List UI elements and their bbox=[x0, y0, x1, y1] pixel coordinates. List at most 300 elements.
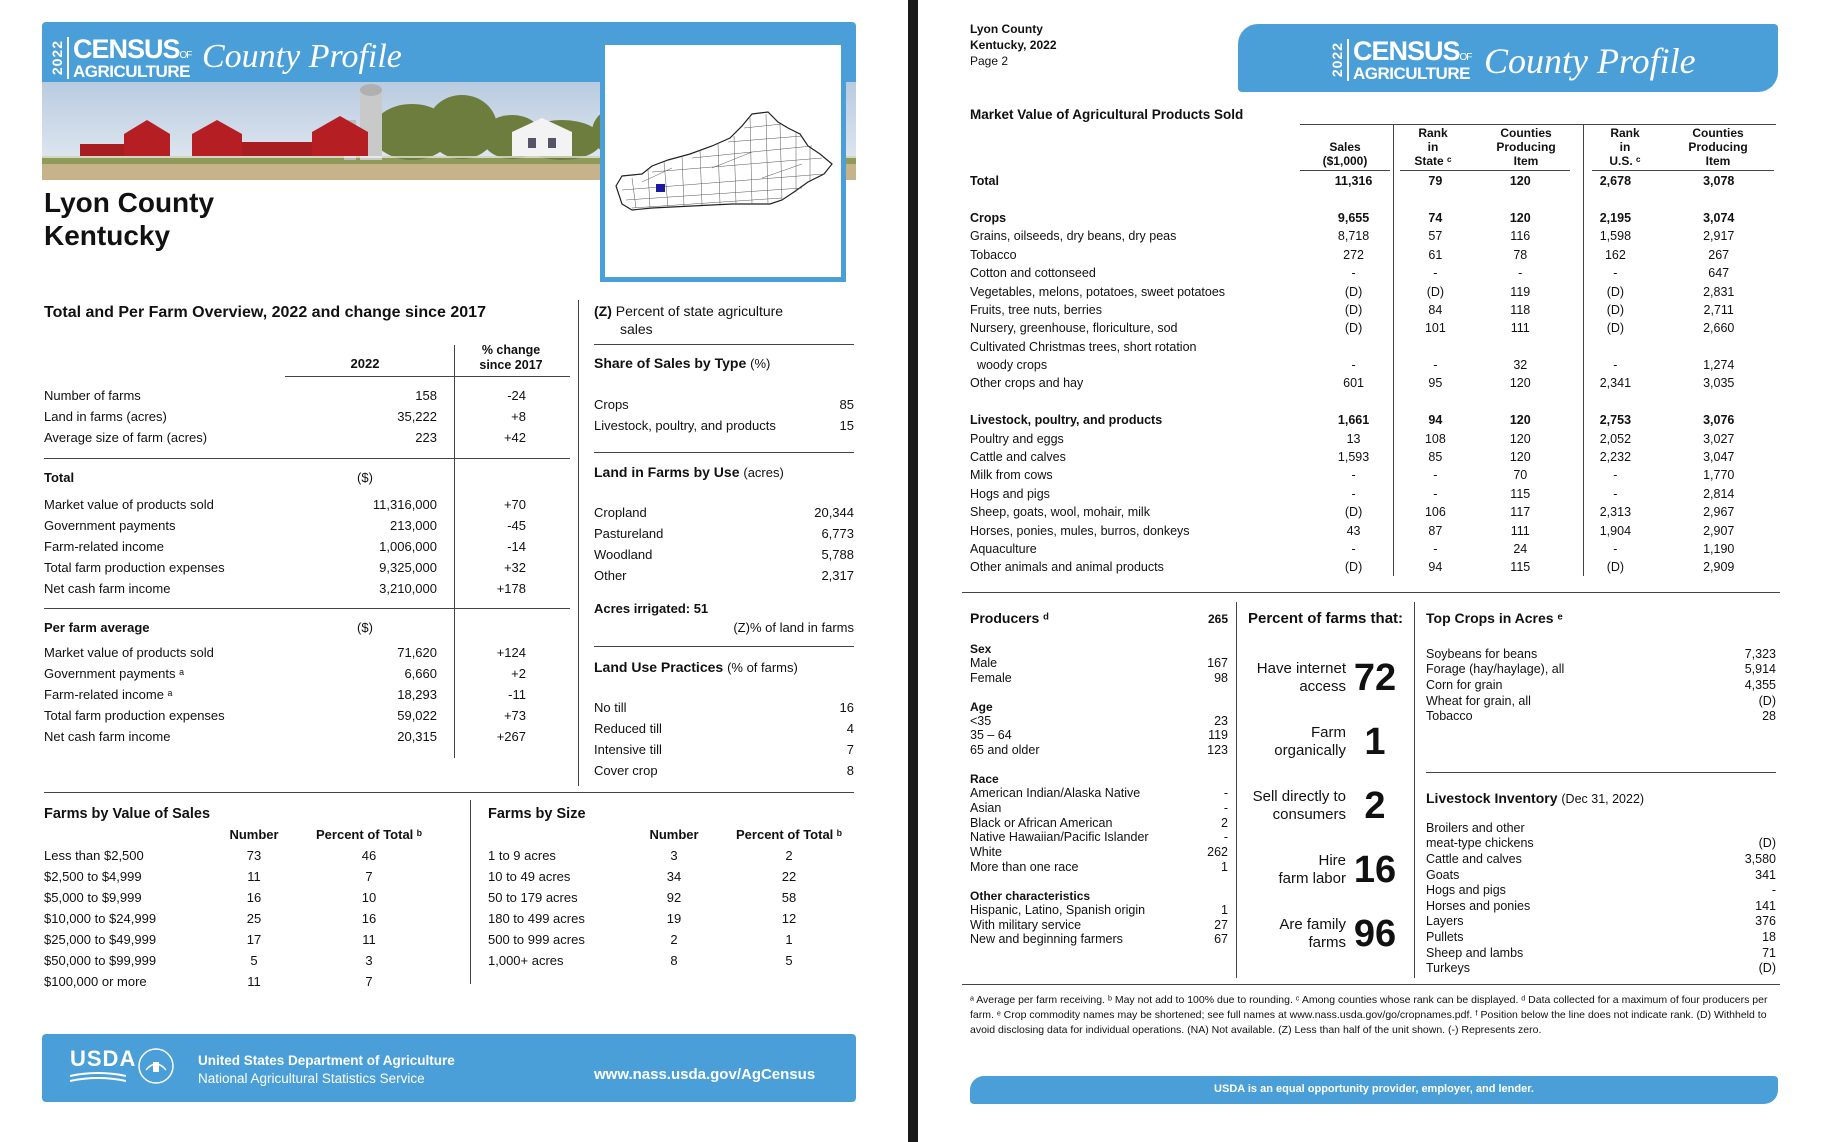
row-label: Total farm production expenses bbox=[44, 708, 225, 723]
row-change: +124 bbox=[496, 645, 526, 660]
item-label: Wheat for grain, all bbox=[1426, 693, 1531, 708]
share-title: Share of Sales by Type (%) bbox=[594, 355, 771, 371]
table-row bbox=[970, 558, 1776, 576]
row-rank-state: 106 bbox=[1424, 505, 1446, 520]
header-line: State ᶜ bbox=[1414, 154, 1452, 168]
item-value: 4 bbox=[846, 721, 854, 736]
list-item bbox=[1426, 693, 1776, 709]
row-counties-us: 2,711 bbox=[1703, 302, 1734, 317]
list-item bbox=[1426, 960, 1776, 976]
row-sales: 43 bbox=[1346, 523, 1361, 538]
producer-label: <35 bbox=[970, 713, 992, 728]
row-percent: 46 bbox=[361, 848, 377, 863]
table-row bbox=[970, 301, 1776, 319]
row-counties-state: - bbox=[1518, 266, 1523, 281]
producer-value: 123 bbox=[1207, 743, 1228, 758]
item-value: 20,344 bbox=[814, 505, 854, 520]
table-row bbox=[44, 845, 434, 866]
row-rank-state: 85 bbox=[1428, 450, 1443, 465]
header-line: in bbox=[1427, 140, 1439, 154]
row-value: 35,222 bbox=[397, 409, 437, 424]
row-number: 17 bbox=[246, 932, 262, 947]
row-label bbox=[970, 393, 1308, 411]
row-rank-state: 61 bbox=[1428, 247, 1443, 262]
item-label: Cattle and calves bbox=[1426, 851, 1522, 866]
table-row bbox=[488, 908, 854, 929]
row-rank-us: - bbox=[1613, 266, 1618, 281]
row-label: 1,000+ acres bbox=[488, 953, 564, 968]
livestock-list bbox=[1426, 820, 1776, 976]
list-item bbox=[1426, 646, 1776, 662]
item-value bbox=[1697, 820, 1776, 836]
row-label: Market value of products sold bbox=[44, 497, 214, 512]
row-rank-us: 2,341 bbox=[1599, 376, 1632, 391]
row-sales: 8,718 bbox=[1337, 229, 1370, 244]
table-row bbox=[44, 908, 434, 929]
row-number: 16 bbox=[246, 890, 262, 905]
producer-label: More than one race bbox=[970, 859, 1079, 874]
table-row bbox=[44, 578, 570, 599]
row-label: Land in farms (acres) bbox=[44, 409, 167, 424]
percent-farms-title: Percent of farms that: bbox=[1248, 610, 1404, 627]
row-change: +70 bbox=[503, 497, 526, 512]
header-spacer bbox=[44, 824, 204, 845]
census-logo-page2: 2022 CENSUSOF AGRICULTURE bbox=[1329, 36, 1472, 83]
row-label: Net cash farm income bbox=[44, 729, 171, 744]
row-counties-us: 1,190 bbox=[1703, 542, 1735, 556]
table-row bbox=[44, 663, 570, 684]
producer-row bbox=[970, 918, 1228, 933]
producer-value: 119 bbox=[1208, 728, 1228, 743]
row-label: Sheep, goats, wool, mohair, milk bbox=[970, 505, 1150, 520]
table-row bbox=[970, 190, 1776, 208]
row-rank-state: (D) bbox=[1426, 284, 1445, 299]
row-counties-us: 647 bbox=[1708, 266, 1730, 281]
col-number: Number bbox=[649, 827, 699, 842]
table-row bbox=[970, 448, 1776, 466]
table-row bbox=[970, 521, 1776, 539]
table-row bbox=[970, 393, 1776, 411]
row-counties-state: 70 bbox=[1513, 468, 1528, 483]
table-row bbox=[488, 887, 854, 908]
row-label: Average size of farm (acres) bbox=[44, 430, 208, 445]
row-counties-us: 2,967 bbox=[1703, 505, 1735, 520]
row-percent: 11 bbox=[362, 932, 376, 947]
row-rank-state: 74 bbox=[1428, 210, 1443, 225]
table-row bbox=[44, 557, 570, 578]
item-value: 2,317 bbox=[821, 568, 854, 583]
item-value: (D) bbox=[1758, 693, 1776, 708]
item-label: Other bbox=[594, 568, 627, 583]
row-change: -11 bbox=[508, 687, 526, 702]
producer-value: 1 bbox=[1221, 902, 1228, 917]
producer-label: American Indian/Alaska Native bbox=[970, 785, 1141, 800]
row-label: Other crops and hay bbox=[970, 376, 1084, 391]
item-label: Corn for grain bbox=[1426, 677, 1503, 692]
table-row bbox=[44, 950, 434, 971]
row-label: $5,000 to $9,999 bbox=[44, 890, 142, 905]
row-counties-us bbox=[1661, 190, 1776, 208]
row-rank-us: 2,232 bbox=[1599, 450, 1632, 465]
row-sales bbox=[1308, 338, 1400, 356]
list-item bbox=[1426, 708, 1776, 724]
census-logo: 2022 CENSUSOF AGRICULTURE bbox=[49, 34, 192, 81]
row-change: -24 bbox=[507, 388, 526, 403]
row-rank-us: 2,678 bbox=[1599, 174, 1632, 189]
item-label: Soybeans for beans bbox=[1426, 646, 1538, 661]
row-number: 5 bbox=[250, 953, 258, 968]
footnotes: ᵃ Average per farm receiving. ᵇ May not add to 100% due to rounding. ᶜ Among counties whose rank can be displayed. ᵈ Data collected for a maximum of four producers per farm. ᵉ Crop commodity names may be shortened; see full names at www.nass.usda.gov/go/cropnames.pdf. ᶠ Position below the line does not indicate rank. (D) Withheld to avoid disclosing data for individual operations. (NA) Not available. (Z) Less than half of the unit shown. (-) Represents zero. bbox=[970, 994, 1768, 1036]
page-gutter bbox=[908, 0, 918, 1142]
row-number: 73 bbox=[246, 848, 262, 863]
table-row bbox=[970, 374, 1776, 392]
row-counties-state bbox=[1471, 190, 1569, 208]
table-row bbox=[44, 642, 570, 663]
row-counties-state: 111 bbox=[1510, 523, 1530, 538]
table-row bbox=[970, 356, 1776, 374]
row-number: 92 bbox=[666, 890, 682, 905]
row-value: 213,000 bbox=[390, 518, 437, 533]
row-value: 11,316,000 bbox=[372, 497, 437, 512]
table-row bbox=[44, 385, 570, 406]
percent-value: 72 bbox=[1353, 656, 1397, 699]
equal-opportunity-text: USDA is an equal opportunity provider, employer, and lender. bbox=[1214, 1083, 1534, 1095]
percent-label bbox=[1248, 660, 1346, 696]
percent-label-line: Are family bbox=[1279, 916, 1346, 933]
table-row bbox=[44, 705, 570, 726]
county-title: Lyon County Kentucky bbox=[44, 187, 215, 251]
header-line: Item bbox=[1513, 154, 1539, 168]
overview-total bbox=[44, 494, 570, 599]
row-rank-us: - bbox=[1613, 468, 1618, 483]
row-percent: 2 bbox=[785, 848, 793, 863]
percent-label-line: farm labor bbox=[1278, 870, 1346, 887]
producer-value: 167 bbox=[1207, 656, 1228, 670]
list-item bbox=[1426, 867, 1776, 883]
practices-list bbox=[594, 697, 854, 781]
producer-row bbox=[970, 801, 1228, 816]
farms-value-table bbox=[44, 824, 434, 992]
row-label: Vegetables, melons, potatoes, sweet potatoes bbox=[970, 284, 1226, 299]
percent-farms-item bbox=[1248, 710, 1404, 774]
row-change: +267 bbox=[496, 729, 526, 744]
row-value: 3,210,000 bbox=[379, 581, 437, 596]
table-row bbox=[970, 264, 1776, 282]
table-row bbox=[44, 427, 570, 448]
table-row bbox=[970, 466, 1776, 484]
table-row bbox=[970, 319, 1776, 337]
row-sales: - bbox=[1351, 486, 1356, 501]
list-item bbox=[1426, 945, 1776, 961]
row-counties-us: 3,078 bbox=[1703, 174, 1735, 189]
row-value: 6,660 bbox=[404, 666, 437, 681]
header-line: Counties bbox=[1500, 126, 1552, 140]
producer-row bbox=[970, 816, 1228, 831]
row-value: 1,006,000 bbox=[379, 539, 437, 554]
overview-total-heading: Total bbox=[44, 470, 75, 485]
percent-farms-item bbox=[1248, 646, 1404, 710]
row-rank-us: 2,753 bbox=[1599, 413, 1632, 428]
row-label: Milk from cows bbox=[970, 468, 1053, 483]
row-counties-us bbox=[1661, 393, 1776, 411]
table-row bbox=[44, 494, 570, 515]
item-label: Pastureland bbox=[594, 526, 664, 541]
row-rank-state: 94 bbox=[1428, 413, 1443, 428]
row-sales: (D) bbox=[1344, 505, 1363, 520]
item-value: - bbox=[1771, 883, 1776, 898]
row-number: 3 bbox=[670, 848, 678, 863]
row-label: 180 to 499 acres bbox=[488, 911, 585, 926]
item-value: 7,323 bbox=[1744, 646, 1776, 661]
row-rank-us bbox=[1569, 190, 1661, 208]
row-sales: 9,655 bbox=[1337, 210, 1370, 225]
header-spacer bbox=[488, 824, 624, 845]
row-rank-us: 1,904 bbox=[1599, 523, 1632, 538]
share-list bbox=[594, 394, 854, 436]
item-value: 4,355 bbox=[1744, 677, 1776, 692]
row-counties-us: 3,074 bbox=[1703, 210, 1735, 225]
footer-url-link[interactable]: www.nass.usda.gov/AgCensus bbox=[594, 1066, 816, 1083]
row-label: Net cash farm income bbox=[44, 581, 171, 596]
market-col-counties-us bbox=[1670, 126, 1766, 168]
row-rank-state: - bbox=[1433, 358, 1438, 373]
row-rank-state: - bbox=[1433, 468, 1438, 483]
row-counties-us: 2,907 bbox=[1703, 523, 1735, 538]
producer-label: Black or African American bbox=[970, 815, 1113, 830]
page2-header: Lyon County Kentucky, 2022 Page 2 bbox=[970, 22, 1057, 68]
producer-label: Hispanic, Latino, Spanish origin bbox=[970, 902, 1146, 917]
row-counties-us: 2,909 bbox=[1703, 560, 1735, 575]
producer-label: Native Hawaiian/Pacific Islander bbox=[970, 830, 1149, 845]
overview-perfarm bbox=[44, 642, 570, 747]
row-label: Cotton and cottonseed bbox=[970, 266, 1096, 281]
table-row bbox=[44, 515, 570, 536]
row-counties-us: 3,027 bbox=[1703, 431, 1735, 446]
row-label: 1 to 9 acres bbox=[488, 848, 556, 863]
livestock-title: Livestock Inventory (Dec 31, 2022) bbox=[1426, 790, 1645, 806]
row-label: Total farm production expenses bbox=[44, 560, 225, 575]
table-row bbox=[970, 172, 1776, 190]
row-number: 34 bbox=[666, 869, 682, 884]
producer-row bbox=[970, 786, 1228, 801]
row-label: Number of farms bbox=[44, 388, 141, 403]
profile-title: County Profile bbox=[202, 38, 402, 75]
row-counties-us: 1,274 bbox=[1703, 358, 1735, 373]
row-label: $25,000 to $49,999 bbox=[44, 932, 157, 947]
row-sales: 601 bbox=[1343, 376, 1364, 391]
row-label: woody crops bbox=[970, 358, 1048, 373]
item-label: meat-type chickens bbox=[1426, 836, 1534, 851]
row-label: Market value of products sold bbox=[44, 645, 214, 660]
row-value: 223 bbox=[415, 430, 437, 445]
row-counties-us: 3,035 bbox=[1703, 376, 1735, 391]
table-row bbox=[44, 536, 570, 557]
table-row bbox=[970, 282, 1776, 300]
row-sales: 13 bbox=[1346, 431, 1361, 446]
row-label: Poultry and eggs bbox=[970, 431, 1064, 446]
item-label: Turkeys bbox=[1426, 961, 1470, 976]
percent-label bbox=[1248, 788, 1346, 824]
header-line: Item bbox=[1705, 154, 1731, 168]
header-line: Rank bbox=[1418, 126, 1448, 140]
item-value: 7 bbox=[846, 742, 854, 757]
footer-agency: United States Department of Agriculture National Agricultural Statistics Service bbox=[198, 1053, 455, 1086]
row-label: $100,000 or more bbox=[44, 974, 147, 989]
row-change: +8 bbox=[511, 409, 526, 424]
row-change: +42 bbox=[503, 430, 526, 445]
row-counties-us: 2,831 bbox=[1703, 284, 1735, 299]
row-rank-state: - bbox=[1433, 542, 1438, 556]
item-value: 3,580 bbox=[1744, 851, 1776, 866]
row-change: -45 bbox=[507, 518, 526, 533]
row-value: 59,022 bbox=[397, 708, 437, 723]
item-value: 71 bbox=[1762, 945, 1776, 960]
percent-label-line: Farm bbox=[1311, 724, 1346, 741]
row-rank-us: - bbox=[1613, 486, 1618, 501]
row-rank-state: - bbox=[1433, 266, 1438, 281]
producer-label: Female bbox=[970, 670, 1012, 685]
ag-census-seal-icon bbox=[136, 1046, 176, 1086]
list-item bbox=[594, 523, 854, 544]
producer-value: 23 bbox=[1214, 713, 1228, 728]
header-line: U.S. ᶜ bbox=[1609, 154, 1641, 168]
table-row bbox=[970, 503, 1776, 521]
header-line: in bbox=[1619, 140, 1631, 154]
table-row bbox=[970, 338, 1776, 356]
percent-label-line: consumers bbox=[1272, 806, 1346, 823]
row-counties-state: 24 bbox=[1513, 542, 1528, 556]
row-counties-state: 117 bbox=[1510, 505, 1531, 520]
item-label: Horses and ponies bbox=[1426, 898, 1531, 913]
row-sales: 272 bbox=[1343, 247, 1364, 262]
row-label: 500 to 999 acres bbox=[488, 932, 585, 947]
list-item bbox=[594, 415, 854, 436]
row-label: Nursery, greenhouse, floriculture, sod bbox=[970, 321, 1178, 336]
header-line: Producing bbox=[1688, 140, 1748, 154]
item-label: No till bbox=[594, 700, 627, 715]
row-label: Hogs and pigs bbox=[970, 486, 1050, 501]
row-rank-state bbox=[1400, 190, 1472, 208]
row-sales: - bbox=[1351, 542, 1356, 556]
percent-label bbox=[1248, 724, 1346, 760]
row-counties-state: 120 bbox=[1509, 174, 1531, 189]
item-value: 376 bbox=[1755, 914, 1776, 929]
row-label: Horses, ponies, mules, burros, donkeys bbox=[970, 523, 1190, 538]
row-percent: 3 bbox=[365, 953, 373, 968]
row-value: 20,315 bbox=[397, 729, 437, 744]
row-rank-us: 1,598 bbox=[1599, 229, 1632, 244]
row-counties-state: 120 bbox=[1509, 376, 1531, 391]
row-counties-state bbox=[1471, 393, 1569, 411]
table-row bbox=[44, 684, 570, 705]
row-sales: (D) bbox=[1344, 560, 1363, 575]
row-label: Livestock, poultry, and products bbox=[970, 413, 1163, 428]
percent-farms-list bbox=[1248, 646, 1404, 966]
item-value: 18 bbox=[1762, 929, 1776, 944]
row-label: Crops bbox=[970, 210, 1007, 225]
row-label: Government payments ᵃ bbox=[44, 666, 184, 681]
row-sales: - bbox=[1351, 468, 1356, 483]
item-value: 341 bbox=[1755, 867, 1776, 882]
percent-label bbox=[1248, 852, 1346, 888]
percent-label-line: access bbox=[1299, 678, 1346, 695]
row-label: Farm-related income bbox=[44, 539, 164, 554]
row-label: Farm-related income ᵃ bbox=[44, 687, 173, 702]
item-label: Goats bbox=[1426, 867, 1460, 882]
land-title: Land in Farms by Use (acres) bbox=[594, 464, 784, 480]
row-label: $50,000 to $99,999 bbox=[44, 953, 157, 968]
row-change: +2 bbox=[511, 666, 526, 681]
row-label: Less than $2,500 bbox=[44, 848, 144, 863]
item-value: 16 bbox=[839, 700, 854, 715]
overview-title: Total and Per Farm Overview, 2022 and change since 2017 bbox=[44, 304, 486, 321]
row-counties-us: 3,047 bbox=[1703, 450, 1735, 465]
producer-group-heading: Sex bbox=[970, 642, 992, 656]
item-value: 5,914 bbox=[1744, 662, 1776, 677]
producer-row bbox=[970, 845, 1228, 860]
row-rank-state: 79 bbox=[1428, 174, 1443, 189]
table-header-row bbox=[488, 824, 854, 845]
row-label bbox=[970, 190, 1308, 208]
producer-row bbox=[970, 903, 1228, 918]
row-label: Total bbox=[970, 174, 999, 189]
producer-value: 67 bbox=[1214, 932, 1228, 947]
item-value: 141 bbox=[1755, 898, 1776, 913]
market-col-counties-state bbox=[1478, 126, 1574, 168]
table-row bbox=[488, 866, 854, 887]
item-value: 15 bbox=[839, 418, 854, 433]
header-line: Counties bbox=[1692, 126, 1744, 140]
producer-label: With military service bbox=[970, 917, 1082, 932]
row-rank-state: 108 bbox=[1424, 431, 1446, 446]
header-line: Sales bbox=[1329, 140, 1361, 154]
row-rank-us: (D) bbox=[1606, 560, 1625, 575]
row-counties-us: 1,770 bbox=[1703, 468, 1735, 483]
producer-value: 262 bbox=[1207, 845, 1228, 860]
item-label: Livestock, poultry, and products bbox=[594, 418, 776, 433]
market-col-sales bbox=[1300, 140, 1390, 168]
land-list bbox=[594, 502, 854, 586]
row-label: $2,500 to $4,999 bbox=[44, 869, 142, 884]
producer-group-heading: Age bbox=[970, 699, 993, 714]
item-label: Hogs and pigs bbox=[1426, 883, 1506, 898]
item-value: 8 bbox=[846, 763, 854, 778]
usda-logo: USDA bbox=[70, 1046, 136, 1091]
row-number: 19 bbox=[666, 911, 682, 926]
row-rank-state: 84 bbox=[1428, 302, 1443, 317]
table-row bbox=[970, 246, 1776, 264]
table-row bbox=[970, 227, 1776, 245]
item-value: (D) bbox=[1758, 836, 1776, 851]
header-line: ($1,000) bbox=[1322, 154, 1368, 168]
table-row bbox=[488, 950, 854, 971]
percent-label-line: Hire bbox=[1318, 852, 1346, 869]
percent-label-line: Have internet bbox=[1256, 660, 1346, 677]
row-value: 158 bbox=[415, 388, 437, 403]
row-percent: 16 bbox=[361, 911, 377, 926]
overview-col-change: % change since 2017 bbox=[479, 343, 543, 372]
item-value: (D) bbox=[1758, 961, 1776, 976]
row-label: 50 to 179 acres bbox=[488, 890, 578, 905]
row-counties-state: 118 bbox=[1510, 302, 1531, 317]
producer-row bbox=[970, 743, 1228, 758]
row-percent: 58 bbox=[781, 890, 797, 905]
table-row bbox=[488, 929, 854, 950]
item-label: Intensive till bbox=[594, 742, 662, 757]
farms-size-table bbox=[488, 824, 854, 971]
row-sales bbox=[1308, 190, 1400, 208]
producer-value: - bbox=[1223, 830, 1228, 845]
